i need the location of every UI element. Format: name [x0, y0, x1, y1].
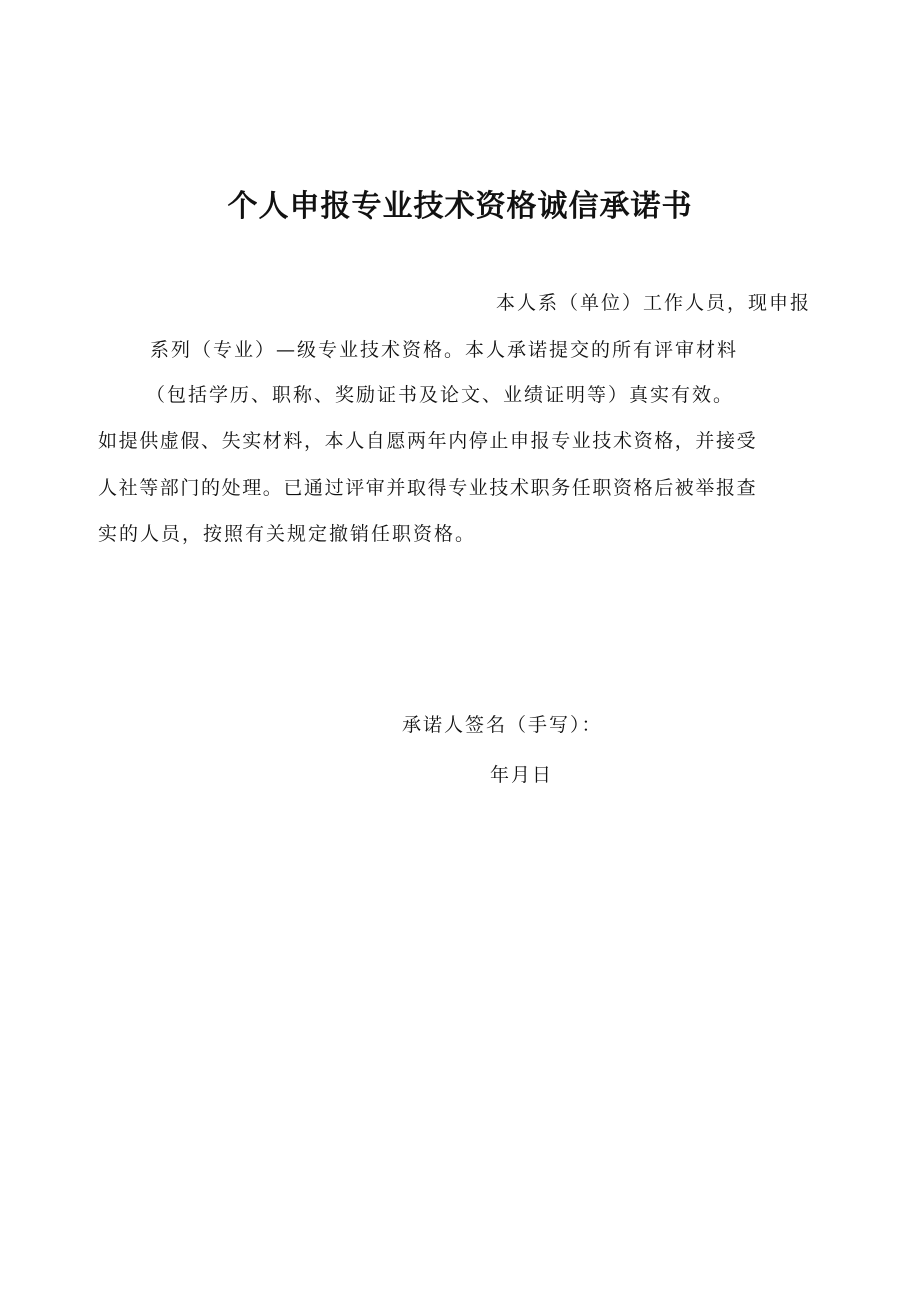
body-line-2: 系列（专业）—级专业技术资格。本人承诺提交的所有评审材料	[150, 339, 739, 361]
signature-label: 承诺人签名（手写）：	[402, 714, 603, 736]
date-label: 年月日	[490, 764, 554, 786]
body-line-3: （包括学历、职称、奖励证书及论文、业绩证明等）真实有效。	[146, 384, 735, 406]
body-line-5: 人社等部门的处理。已通过评审并取得专业技术职务任职资格后被举报查	[98, 477, 758, 499]
body-line-6: 实的人员，按照有关规定撤销任职资格。	[98, 523, 477, 545]
body-line-4: 如提供虚假、失实材料，本人自愿两年内停止申报专业技术资格，并接受	[98, 430, 758, 452]
body-line-1: 本人系（单位）工作人员，现申报	[496, 292, 812, 314]
document-title: 个人申报专业技术资格诚信承诺书	[227, 189, 693, 224]
